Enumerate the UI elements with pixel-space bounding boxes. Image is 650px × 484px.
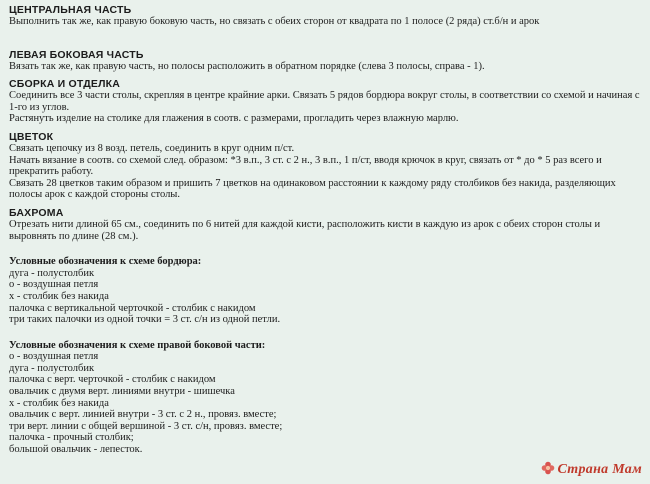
section-line: Отрезать нити длиной 65 см., соединить по 6 нитей для каждой кисти, расположить кисти в каждую из арок с обеих сторон столы и	[9, 218, 601, 230]
section-line: прекратить работу.	[9, 166, 94, 178]
legend-item: три таких палочки из одной точки = 3 ст. с/н из одной петли.	[9, 314, 281, 326]
section-title-central: ЦЕНТРАЛЬНАЯ ЧАСТЬ	[9, 4, 132, 16]
legend-item: овальчик с верт. линией внутри - 3 ст. с 2 н., провяз. вместе;	[9, 409, 277, 421]
section-title-assembly: СБОРКА И ОТДЕЛКА	[9, 78, 121, 91]
legend-item: палочка - прочный столбик;	[9, 432, 134, 444]
section-line: Начать вязание в соотв. со схемой след. образом: *3 в.п., 3 ст. с 2 н., 3 в.п., 1 п/ст, вводя крючок в круг, связать от * до * 5 раз всего и	[9, 154, 602, 166]
legend-title-border: Условные обозначения к схеме бордюра:	[9, 256, 202, 268]
watermark-text: Страна Мам	[557, 462, 642, 477]
legend-item: большой овальчик - лепесток.	[9, 444, 143, 456]
legend-item: х - столбик без накида	[9, 397, 109, 409]
section-line: Вязать так же, как правую часть, но полосы расположить в обратном порядке (слева 3 полосы, справа - 1).	[9, 60, 485, 72]
legend-item: о - воздушная петля	[9, 279, 99, 291]
legend-item: три верт. линии с общей вершиной - 3 ст. с/н, провяз. вместе;	[9, 420, 283, 432]
section-title-left: ЛЕВАЯ БОКОВАЯ ЧАСТЬ	[9, 48, 144, 61]
section-line: Растянуть изделие на столике для глажения в соотв. с размерами, прогладить через влажную марлю.	[9, 113, 459, 125]
document-page	[9, 4, 643, 456]
section-title-flower: ЦВЕТОК	[9, 130, 54, 143]
section-line: Соединить все 3 части столы, скрепляя в центре крайние арки. Связать 5 рядов бордюра вокруг столы, в соответствии со схемой и начиная с	[9, 90, 640, 102]
section-line: выровнять по длине (28 см.).	[9, 230, 139, 242]
section-line: 1-го из углов.	[9, 101, 70, 113]
section-line: Выполнить так же, как правую боковую часть, но связать с обеих сторон от квадрата по 1 полосе (2 ряда) ст.б/н и арок	[9, 16, 540, 27]
legend-item: о - воздушная петля	[9, 351, 99, 363]
section-line: Связать 28 цветков таким образом и пришить 7 цветков на одинаковом расстоянии к каждому ряду столбиков без накида, разделяющих	[9, 177, 616, 189]
flower-icon	[541, 461, 555, 475]
legend-item: х - столбик без накида	[9, 290, 109, 302]
legend-item: дуга - полустолбик	[9, 362, 95, 374]
section-line: Связать цепочку из 8 возд. петель, соединить в круг одним п/ст.	[9, 142, 295, 154]
legend-title-side: Условные обозначения к схеме правой боковой части:	[9, 339, 266, 351]
legend-item: дуга - полустолбик	[9, 267, 95, 279]
section-title-fringe: БАХРОМА	[9, 206, 64, 219]
section-line: полосы арок с каждой стороны столы.	[9, 189, 180, 201]
legend-item: палочка с вертикальной черточкой - столбик с накидом	[9, 302, 256, 314]
legend-item: овальчик с двумя верт. линиями внутри - шишечка	[9, 386, 235, 398]
site-watermark	[541, 461, 642, 478]
legend-item: палочка с верт. черточкой - столбик с накидом	[9, 374, 216, 386]
